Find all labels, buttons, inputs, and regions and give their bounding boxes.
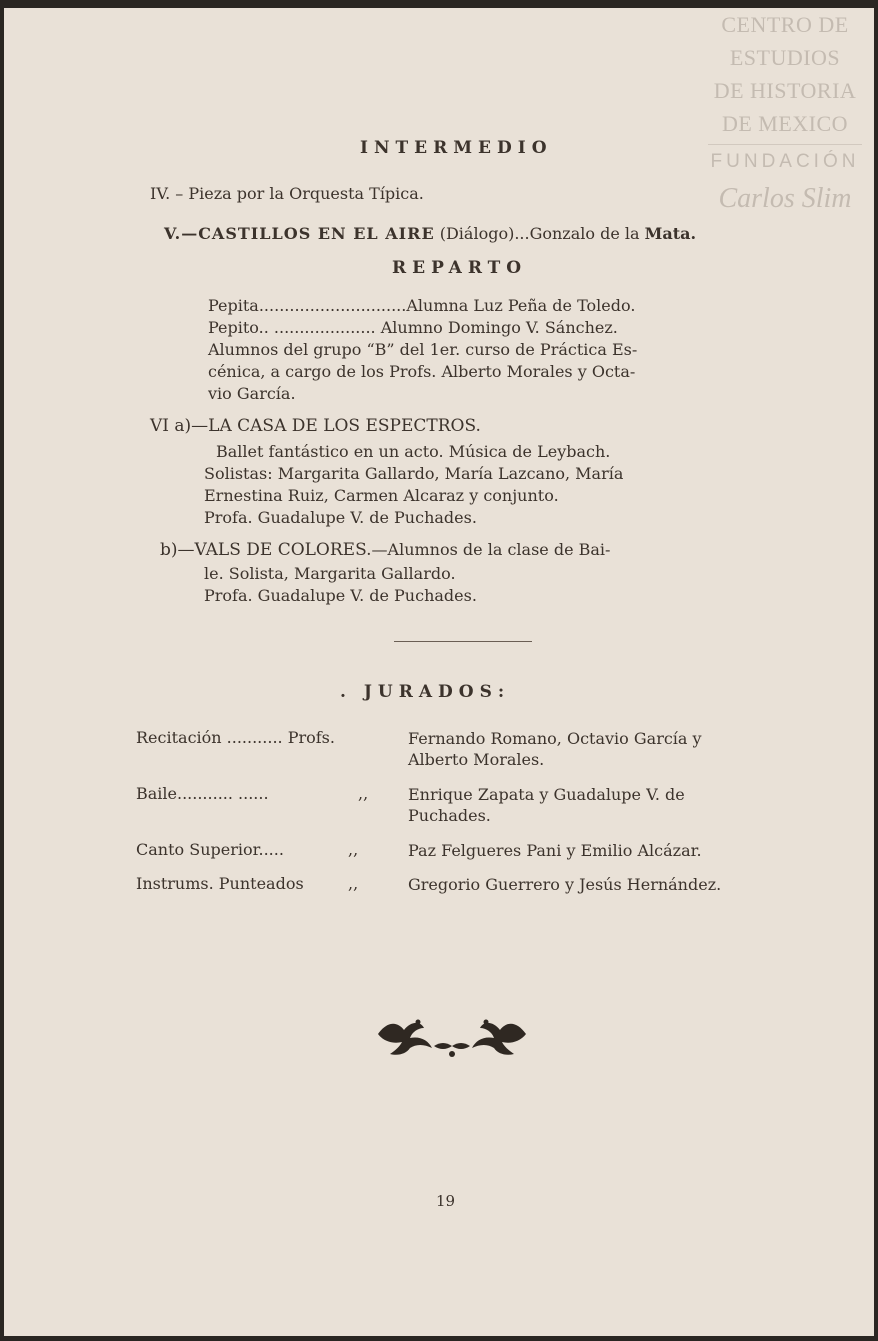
jurado-ditto-mark: ,, [348, 874, 359, 893]
reparto-line: Alumnos del grupo “B” del 1er. curso de Práctica Es- [208, 340, 638, 359]
intermedio-heading: INTERMEDIO [360, 138, 553, 158]
item-vi-b-title: b)—VALS DE COLORES. [160, 540, 372, 560]
reparto-line: cénica, a cargo de los Profs. Alberto Morales y Octa- [208, 362, 636, 381]
jurado-area: Recitación ........... Profs. [136, 728, 335, 747]
item-v [164, 224, 696, 243]
item-v-detail: (Diálogo)...Gonzalo de la [439, 224, 640, 243]
item-vi-b-detail: —Alumnos de la clase de Bai- [371, 540, 611, 559]
jurado-names-line: Gregorio Guerrero y Jesús Hernández. [408, 875, 722, 894]
jurados-heading: . JURADOS: [340, 682, 511, 702]
item-vi-line: Profa. Guadalupe V. de Puchades. [204, 508, 477, 527]
jurado-names [408, 874, 721, 895]
jurado-ditto-mark: ,, [348, 840, 359, 859]
jurado-names-line: Fernando Romano, Octavio García y [408, 729, 702, 748]
jurado-area: Baile........... ...... [136, 784, 269, 803]
item-v-title: V.—CASTILLOS EN EL AIRE [164, 224, 435, 243]
watermark-signature: Carlos Slim [718, 183, 852, 214]
jurado-names [408, 840, 702, 861]
watermark-line: DE HISTORIA [713, 78, 857, 103]
watermark-fundacion: FUNDACIÓN [710, 151, 860, 172]
jurado-names-line: Alberto Morales. [408, 750, 545, 769]
item-vi-b [160, 540, 610, 560]
item-vi-line: Ernestina Ruiz, Carmen Alcaraz y conjunto. [204, 486, 559, 505]
archive-watermark [700, 8, 870, 215]
jurado-area: Instrums. Punteados [136, 874, 304, 893]
watermark-line: DE MEXICO [721, 111, 849, 136]
jurado-names-line: Enrique Zapata y Guadalupe V. de [408, 785, 685, 804]
item-vi-line: Solistas: Margarita Gallardo, María Lazcano, María [204, 464, 624, 483]
jurado-names-line: Paz Felgueres Pani y Emilio Alcázar. [408, 841, 702, 860]
reparto-line: Pepito.. .................... Alumno Domingo V. Sánchez. [208, 318, 618, 337]
item-vi-b-line: Profa. Guadalupe V. de Puchades. [204, 586, 477, 605]
item-v-author-end: Mata. [644, 224, 697, 243]
jurado-area: Canto Superior..... [136, 840, 284, 859]
item-vi-b-line: le. Solista, Margarita Gallardo. [204, 564, 456, 583]
floral-ornament-icon [374, 1012, 530, 1060]
watermark-divider [708, 144, 862, 145]
jurado-names-line: Puchades. [408, 806, 491, 825]
watermark-line: CENTRO DE [721, 12, 849, 37]
reparto-heading: REPARTO [392, 258, 528, 278]
jurado-names [408, 728, 702, 770]
jurado-names [408, 784, 685, 826]
reparto-line: Pepita.............................Alumna Luz Peña de Toledo. [208, 296, 636, 315]
item-vi-line: Ballet fantástico en un acto. Música de Leybach. [216, 442, 611, 461]
item-iv: IV. – Pieza por la Orquesta Típica. [150, 184, 424, 203]
watermark-line: ESTUDIOS [729, 45, 841, 70]
item-vi-title: VI a)—LA CASA DE LOS ESPECTROS. [150, 416, 481, 436]
section-divider [394, 641, 532, 642]
jurado-ditto-mark: ,, [358, 784, 369, 803]
program-page [4, 8, 874, 1336]
reparto-line: vio García. [208, 384, 296, 403]
page-number: 19 [436, 1192, 456, 1210]
